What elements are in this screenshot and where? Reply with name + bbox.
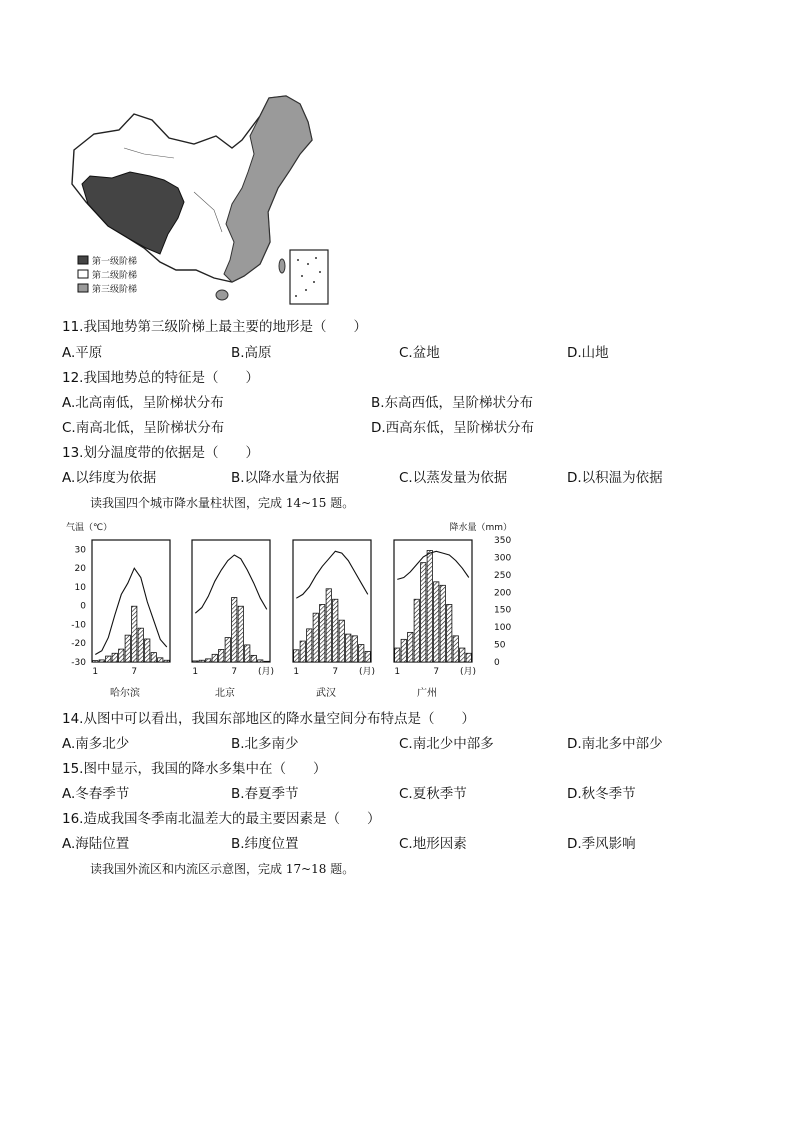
city-label: 哈尔滨 xyxy=(110,688,140,699)
x-tick-label: 7 xyxy=(433,667,440,677)
x-unit-label: (月) xyxy=(459,667,477,677)
precipitation-bar xyxy=(339,620,344,662)
question-15-stem: 15.图中显示，我国的降水多集中在（ ） xyxy=(62,761,327,777)
hainan-island xyxy=(216,290,228,300)
map-legend xyxy=(78,256,88,292)
climate-charts-svg xyxy=(64,518,514,704)
precip-tick-label: 300 xyxy=(494,553,512,564)
q16-option-d[interactable]: D.季风影响 xyxy=(567,836,636,852)
precipitation-bar xyxy=(359,645,364,662)
precipitation-bar xyxy=(158,658,163,662)
question-14-stem: 14.从图中可以看出，我国东部地区的降水量空间分布特点是（ ） xyxy=(62,711,475,727)
precipitation-bar xyxy=(138,628,143,662)
city-label: 武汉 xyxy=(316,688,336,699)
temp-tick-label: -10 xyxy=(71,620,86,631)
q11-option-b[interactable]: B.高原 xyxy=(231,345,272,361)
precip-tick-label: 50 xyxy=(494,640,506,651)
precipitation-bar xyxy=(225,638,230,662)
precipitation-bar xyxy=(264,661,269,662)
city-label: 广州 xyxy=(417,688,437,699)
precipitation-bar xyxy=(199,660,204,662)
question-12-stem: 12.我国地势总的特征是（ ） xyxy=(62,370,259,386)
legend-label-first: 第一级阶梯 xyxy=(92,257,138,267)
precipitation-bar xyxy=(447,604,452,662)
climate-charts xyxy=(64,518,514,704)
precipitation-bar xyxy=(232,598,237,662)
precipitation-bar xyxy=(300,641,305,662)
q15-option-d[interactable]: D.秋冬季节 xyxy=(567,786,636,802)
q16-option-a[interactable]: A.海陆位置 xyxy=(62,836,130,852)
precip-tick-label: 350 xyxy=(494,536,512,546)
temp-tick-label: 10 xyxy=(74,582,86,593)
chart-panel-frame xyxy=(92,540,170,662)
q15-option-b[interactable]: B.春夏季节 xyxy=(231,786,299,802)
x-tick-label: 1 xyxy=(293,667,300,677)
q13-option-b[interactable]: B.以降水量为依据 xyxy=(231,470,340,486)
q15-option-c[interactable]: C.夏秋季节 xyxy=(399,786,467,802)
city-label: 北京 xyxy=(215,688,235,699)
q14-option-a[interactable]: A.南多北少 xyxy=(62,736,130,752)
temp-tick-label: -20 xyxy=(71,639,86,650)
precipitation-bar xyxy=(460,648,465,662)
china-terrain-map xyxy=(64,92,336,308)
precipitation-bar xyxy=(401,639,406,662)
intro-drainage-map: 读我国外流区和内流区示意图，完成 17~18 题。 xyxy=(90,862,355,876)
q13-option-d[interactable]: D.以积温为依据 xyxy=(567,470,663,486)
q12-option-c[interactable]: C.南高北低，呈阶梯状分布 xyxy=(62,420,225,436)
q14-option-d[interactable]: D.南北多中部少 xyxy=(567,736,663,752)
temp-tick-label: 20 xyxy=(74,564,86,575)
precipitation-bar xyxy=(145,639,150,662)
q14-option-b[interactable]: B.北多南少 xyxy=(231,736,299,752)
x-tick-label: 1 xyxy=(92,667,99,677)
precipitation-bar xyxy=(352,636,357,662)
precipitation-bar xyxy=(313,613,318,662)
question-16-stem: 16.造成我国冬季南北温差大的最主要因素是（ ） xyxy=(62,811,381,827)
intro-climate-charts: 读我国四个城市降水量柱状图，完成 14~15 题。 xyxy=(90,496,355,510)
q12-option-a[interactable]: A.北高南低，呈阶梯状分布 xyxy=(62,395,224,411)
q11-option-d[interactable]: D.山地 xyxy=(567,345,609,361)
precip-tick-label: 200 xyxy=(494,588,512,599)
precipitation-bar xyxy=(193,661,198,662)
legend-label-second: 第二级阶梯 xyxy=(92,271,138,281)
taiwan-island xyxy=(279,259,285,273)
precipitation-bar xyxy=(106,656,111,662)
precipitation-bar xyxy=(466,653,471,662)
precip-tick-label: 100 xyxy=(494,623,512,634)
precipitation-bar xyxy=(206,659,211,662)
q15-option-a[interactable]: A.冬春季节 xyxy=(62,786,130,802)
precipitation-bar xyxy=(395,648,400,662)
x-tick-label: 7 xyxy=(332,667,339,677)
precipitation-bar xyxy=(408,632,413,662)
precipitation-bar xyxy=(427,550,432,662)
q14-option-c[interactable]: C.南北少中部多 xyxy=(399,736,494,752)
precipitation-bar xyxy=(307,629,312,662)
precipitation-bar xyxy=(219,649,224,662)
question-13-stem: 13.划分温度带的依据是（ ） xyxy=(62,445,259,461)
x-tick-label: 7 xyxy=(231,667,238,677)
precipitation-bar xyxy=(320,604,325,662)
temp-tick-label: -30 xyxy=(71,658,86,668)
precipitation-bar xyxy=(326,589,331,662)
precipitation-bar xyxy=(294,650,299,662)
question-11-stem: 11.我国地势第三级阶梯上最主要的地形是（ ） xyxy=(62,319,367,335)
precipitation-bar xyxy=(132,606,137,662)
precipitation-bar xyxy=(421,563,426,662)
q13-option-c[interactable]: C.以蒸发量为依据 xyxy=(399,470,508,486)
temp-axis-title: 气温（℃） xyxy=(66,523,113,533)
precipitation-bar xyxy=(453,636,458,662)
precipitation-bar xyxy=(333,599,338,662)
temp-tick-label: 0 xyxy=(80,601,86,612)
precipitation-bar xyxy=(365,652,370,662)
precipitation-bar xyxy=(346,634,351,662)
x-tick-label: 1 xyxy=(394,667,401,677)
x-tick-label: 7 xyxy=(131,667,138,677)
precipitation-bar xyxy=(151,653,156,662)
q16-option-b[interactable]: B.纬度位置 xyxy=(231,836,299,852)
precipitation-bar xyxy=(212,654,217,662)
precipitation-bar xyxy=(245,645,250,662)
precipitation-bar xyxy=(112,653,117,662)
precipitation-bar xyxy=(119,649,124,662)
q11-option-a[interactable]: A.平原 xyxy=(62,345,103,361)
x-unit-label: (月) xyxy=(358,667,376,677)
precipitation-bar xyxy=(164,660,169,662)
precipitation-bar xyxy=(99,660,104,662)
precipitation-bar xyxy=(434,582,439,662)
precipitation-bar xyxy=(258,660,263,662)
q12-option-b[interactable]: B.东高西低，呈阶梯状分布 xyxy=(371,395,534,411)
precip-tick-label: 0 xyxy=(494,658,500,668)
legend-label-third: 第三级阶梯 xyxy=(92,285,138,295)
precip-tick-label: 150 xyxy=(494,605,512,616)
precip-axis-title: 降水量（mm） xyxy=(449,523,512,533)
precipitation-bar xyxy=(414,599,419,662)
precipitation-bar xyxy=(93,661,98,662)
q12-option-d[interactable]: D.西高东低，呈阶梯状分布 xyxy=(371,420,535,436)
x-tick-label: 1 xyxy=(192,667,199,677)
x-unit-label: (月) xyxy=(257,667,275,677)
precip-tick-label: 250 xyxy=(494,570,512,581)
temp-tick-label: 30 xyxy=(74,545,86,556)
precipitation-bar xyxy=(238,606,243,662)
q13-option-a[interactable]: A.以纬度为依据 xyxy=(62,470,157,486)
q11-option-c[interactable]: C.盆地 xyxy=(399,345,440,361)
precipitation-bar xyxy=(251,655,256,662)
precipitation-bar xyxy=(440,585,445,662)
q16-option-c[interactable]: C.地形因素 xyxy=(399,836,467,852)
precipitation-bar xyxy=(125,635,130,662)
